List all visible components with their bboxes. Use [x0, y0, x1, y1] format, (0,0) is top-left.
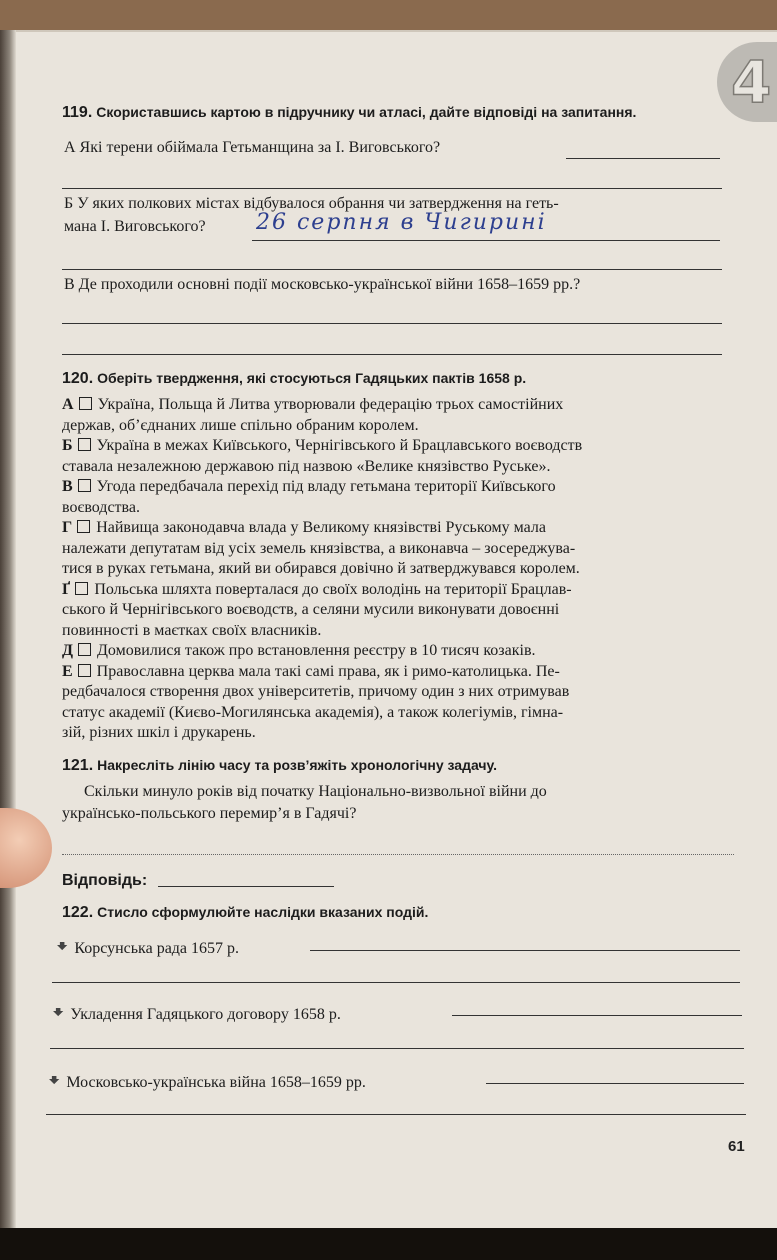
page-number: 61 [728, 1138, 745, 1155]
option-e-cont2: статус академії (Києво-Могилянська академія), а також колегіумів, гімна- [62, 703, 564, 721]
option-letter: Ґ [62, 580, 71, 598]
task-119-question-b-line1: Б У яких полкових містах відбувалося обрання чи затвердження на геть- [64, 195, 559, 212]
event-3 [48, 1066, 366, 1100]
task-121-heading [62, 757, 497, 775]
task-119-question-a: А Які терени обіймала Гетьманщина за І. Виговського? [64, 139, 441, 156]
table-surface [0, 1228, 777, 1260]
option-a-cont: держав, об’єднаних лише спільно обраним королем. [62, 416, 419, 434]
option-text: Угода передбачала перехід під владу гетьмана території Київського [96, 478, 556, 495]
option-letter: В [62, 478, 73, 495]
task-119-number: 119. [62, 104, 93, 121]
task-120-options [62, 395, 582, 744]
answer-line-event-3-2[interactable] [46, 1114, 746, 1115]
option-a [62, 395, 582, 416]
option-letter: А [62, 396, 74, 413]
option-checkbox[interactable] [75, 582, 88, 595]
arrow-down-icon: 🠻 [48, 1068, 61, 1092]
answer-line-121[interactable] [158, 886, 334, 887]
task-119-title: Скориставшись картою в підручнику чи атласі, дайте відповіді на запитання. [96, 104, 637, 120]
option-g-cont1: ського й Чернігівського воєводств, а селяни мусили виконувати довоєнні [62, 601, 560, 618]
option-e [62, 662, 582, 683]
task-120-number: 120. [62, 370, 94, 387]
option-letter: Г [62, 519, 73, 536]
task-121-number: 121. [62, 757, 94, 774]
page-binding-edge [0, 30, 16, 1230]
event-2 [52, 998, 341, 1032]
option-letter: Д [62, 642, 74, 659]
task-122-title: Стисло сформулюйте наслідки вказаних подій. [97, 904, 429, 920]
answer-line-a-2[interactable] [62, 188, 722, 189]
timeline-dotted-line[interactable] [62, 854, 734, 855]
option-text: Польська шляхта поверталася до своїх володінь на території Брацлав- [94, 580, 572, 598]
task-121-question-line1: Скільки минуло років від початку Національно-визвольної війни до [84, 783, 547, 800]
task-121-question-line2: українсько-польського перемир’я в Гадячі? [62, 805, 357, 822]
option-checkbox[interactable] [78, 643, 91, 656]
option-checkbox[interactable] [78, 664, 91, 677]
answer-line-event-1-2[interactable] [52, 982, 740, 983]
task-122-number: 122. [62, 904, 94, 921]
option-e-cont1: редбачалося створення двох університетів, причому один з них отримував [62, 683, 570, 700]
option-text: Україна в межах Київського, Чернігівського й Брацлавського воєводств [96, 437, 583, 454]
option-b-cont: ставала незалежною державою під назвою «Велике князівство Руське». [62, 457, 551, 475]
answer-line-a[interactable] [566, 158, 720, 159]
option-h-cont1: належати депутатам від усіх земель князівства, а виконавча – зосереджува- [62, 539, 576, 557]
option-e-cont3: зій, різних шкіл і друкарень. [62, 724, 256, 741]
task-119-question-c: В Де проходили основні події московсько-української війни 1658–1659 рр.? [64, 276, 581, 293]
handwritten-answer-b[interactable]: 26 серпня в Чигирині [256, 210, 547, 235]
arrow-down-icon: 🠻 [56, 934, 69, 958]
answer-line-c[interactable] [62, 323, 722, 324]
option-checkbox[interactable] [79, 397, 92, 410]
answer-line-b-2[interactable] [62, 269, 722, 270]
task-122-heading [62, 904, 428, 922]
option-text: Домовилися також про встановлення реєстру в 10 тисяч козаків. [97, 642, 536, 659]
answer-line-b[interactable] [252, 240, 720, 241]
option-v [62, 477, 582, 498]
option-checkbox[interactable] [77, 520, 90, 533]
task-120-heading [62, 370, 526, 388]
event-1 [56, 932, 239, 966]
option-letter: Б [62, 437, 73, 454]
task-119-question-b-line2: мана І. Виговського? [64, 218, 206, 235]
option-g [62, 580, 582, 601]
option-text: Православна церква мала такі самі права, як і римо-католицька. Пе- [96, 662, 560, 680]
event-3-text: Московсько-українська війна 1658–1659 рр. [66, 1074, 366, 1091]
answer-line-event-1[interactable] [310, 950, 740, 951]
option-g-cont2: повинності в маєтках своїх власників. [62, 621, 322, 639]
option-text: Найвища законодавча влада у Великому князівстві Руському мала [96, 519, 546, 536]
answer-line-event-2[interactable] [452, 1015, 742, 1016]
answer-label: Відповідь: [62, 872, 148, 889]
option-checkbox[interactable] [78, 479, 91, 492]
event-1-text: Корсунська рада 1657 р. [74, 940, 240, 957]
option-b [62, 436, 582, 457]
answer-line-event-2-2[interactable] [50, 1048, 744, 1049]
arrow-down-icon: 🠻 [52, 1000, 65, 1024]
answer-line-c-2[interactable] [62, 354, 722, 355]
task-121-title: Накресліть лінію часу та розв’яжіть хронологічну задачу. [97, 757, 497, 773]
option-v-cont: воєводства. [62, 498, 140, 516]
option-d [62, 641, 582, 662]
option-h [62, 518, 582, 539]
task-120-title: Оберіть твердження, які стосуються Гадяцьких пактів 1658 р. [97, 370, 527, 386]
option-h-cont2: тися в руках гетьмана, який ви обирався довічно й затверджувався королем. [62, 560, 580, 577]
answer-line-event-3[interactable] [486, 1083, 744, 1084]
chapter-number: 4 [731, 48, 772, 116]
option-checkbox[interactable] [78, 438, 91, 451]
option-letter: Е [62, 662, 73, 680]
task-119-heading [62, 104, 636, 122]
option-text: Україна, Польща й Литва утворювали федерацію трьох самостійних [97, 396, 564, 413]
event-2-text: Укладення Гадяцького договору 1658 р. [70, 1006, 341, 1023]
